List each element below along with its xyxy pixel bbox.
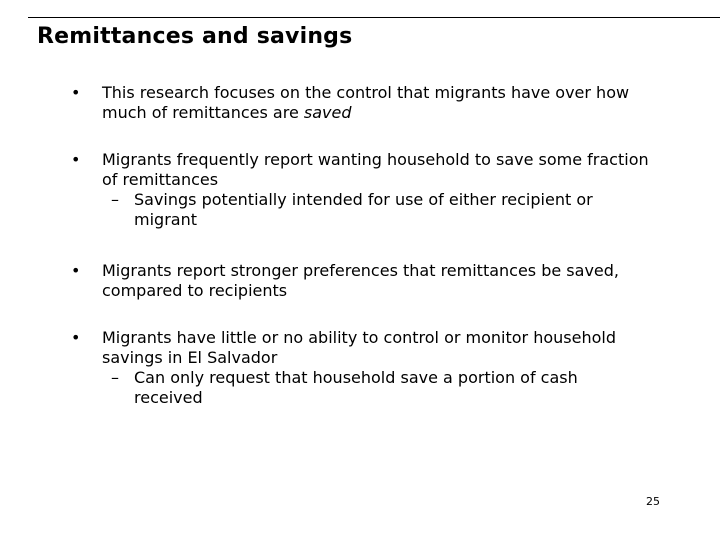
sub-bullet-item bbox=[111, 190, 651, 230]
slide-title: Remittances and savings bbox=[37, 24, 353, 49]
dash-icon: – bbox=[111, 190, 119, 209]
bullet-text: Migrants frequently report wanting household to save some fraction of remittances bbox=[102, 150, 649, 189]
bullet-text-plain: This research focuses on the control that migrants have over how much of remittances are bbox=[102, 83, 630, 122]
sub-bullet-text: Savings potentially intended for use of either recipient or migrant bbox=[134, 190, 593, 229]
bullet-item bbox=[71, 150, 671, 230]
dash-icon: – bbox=[111, 368, 119, 387]
sub-bullet-text: Can only request that household save a portion of cash received bbox=[134, 368, 578, 407]
bullet-text: Migrants report stronger preferences that remittances be saved, compared to recipients bbox=[102, 261, 619, 300]
bullet-text: Migrants have little or no ability to control or monitor household savings in El Salvador bbox=[102, 328, 616, 367]
bullet-text-emphasis: saved bbox=[303, 103, 352, 122]
title-divider bbox=[28, 17, 720, 18]
bullet-icon: • bbox=[71, 328, 81, 347]
bullet-icon: • bbox=[71, 261, 81, 280]
sub-bullet-item bbox=[111, 368, 651, 408]
bullet-icon: • bbox=[71, 83, 81, 102]
bullet-item bbox=[71, 83, 671, 123]
page-number: 25 bbox=[646, 495, 660, 508]
bullet-text bbox=[102, 83, 667, 123]
bullet-icon: • bbox=[71, 150, 81, 169]
bullet-item bbox=[71, 328, 671, 408]
bullet-item bbox=[71, 261, 671, 301]
